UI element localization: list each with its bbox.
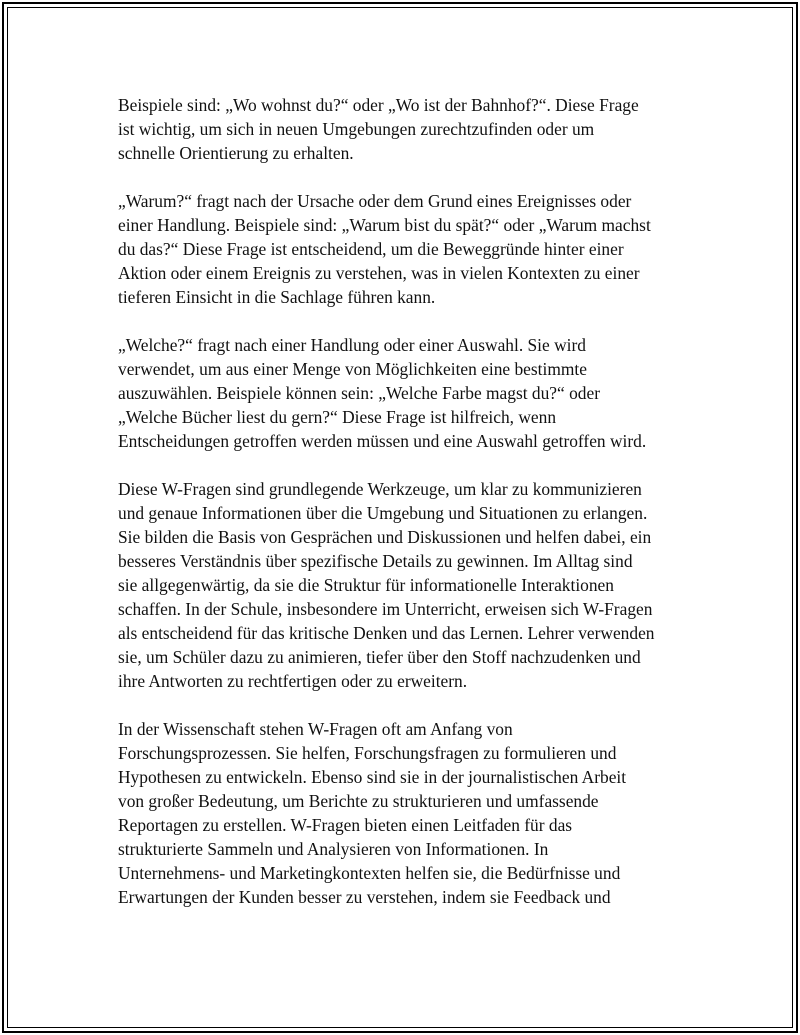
paragraph-wo-examples (118, 93, 708, 165)
text-line: schnelle Orientierung zu erhalten. (118, 143, 354, 163)
text-line: du das?“ Diese Frage ist entscheidend, um die Beweggründe hinter einer (118, 239, 624, 259)
text-line: sie, um Schüler dazu zu animieren, tiefer über den Stoff nachzudenken und (118, 647, 641, 667)
text-line: tieferen Einsicht in die Sachlage führen kann. (118, 287, 436, 307)
text-line: sie allgegenwärtig, da sie die Struktur für informationelle Interaktionen (118, 575, 614, 595)
text-line: Hypothesen zu entwickeln. Ebenso sind sie in der journalistischen Arbeit (118, 767, 627, 787)
text-line: verwendet, um aus einer Menge von Möglichkeiten eine bestimmte (118, 359, 587, 379)
paragraph-welche (118, 333, 708, 453)
text-line: „Warum?“ fragt nach der Ursache oder dem Grund eines Ereignisses oder (118, 191, 632, 211)
text-line: und genaue Informationen über die Umgebung und Situationen zu erlangen. (118, 503, 648, 523)
text-line: einer Handlung. Beispiele sind: „Warum bist du spät?“ oder „Warum machst (118, 215, 651, 235)
text-line: Unternehmens- und Marketingkontexten helfen sie, die Bedürfnisse und (118, 863, 621, 883)
paragraph-warum (118, 189, 708, 309)
paragraph-wissenschaft (118, 717, 708, 909)
document-body (118, 93, 708, 933)
text-line: In der Wissenschaft stehen W-Fragen oft am Anfang von (118, 719, 513, 739)
text-line: ist wichtig, um sich in neuen Umgebungen zurechtzufinden oder um (118, 119, 595, 139)
text-line: Erwartungen der Kunden besser zu verstehen, indem sie Feedback und (118, 887, 611, 907)
paragraph-w-fragen-werkzeuge (118, 477, 708, 693)
text-line: ihre Antworten zu rechtfertigen oder zu erweitern. (118, 671, 468, 691)
text-line: schaffen. In der Schule, insbesondere im Unterricht, erweisen sich W-Fragen (118, 599, 653, 619)
text-line: als entscheidend für das kritische Denken und das Lernen. Lehrer verwenden (118, 623, 655, 643)
text-line: Entscheidungen getroffen werden müssen und eine Auswahl getroffen wird. (118, 431, 647, 451)
text-line: Aktion oder einem Ereignis zu verstehen, was in vielen Kontexten zu einer (118, 263, 640, 283)
text-line: strukturierte Sammeln und Analysieren von Informationen. In (118, 839, 549, 859)
text-line: „Welche Bücher liest du gern?“ Diese Frage ist hilfreich, wenn (118, 407, 557, 427)
text-line: besseres Verständnis über spezifische Details zu gewinnen. Im Alltag sind (118, 551, 633, 571)
text-line: Forschungsprozessen. Sie helfen, Forschungsfragen zu formulieren und (118, 743, 617, 763)
text-line: Beispiele sind: „Wo wohnst du?“ oder „Wo ist der Bahnhof?“. Diese Frage (118, 95, 639, 115)
text-line: Diese W-Fragen sind grundlegende Werkzeuge, um klar zu kommunizieren (118, 479, 642, 499)
text-line: Reportagen zu erstellen. W-Fragen bieten einen Leitfaden für das (118, 815, 573, 835)
text-line: Sie bilden die Basis von Gesprächen und Diskussionen und helfen dabei, ein (118, 527, 652, 547)
text-line: von großer Bedeutung, um Berichte zu strukturieren und umfassende (118, 791, 599, 811)
text-line: „Welche?“ fragt nach einer Handlung oder einer Auswahl. Sie wird (118, 335, 586, 355)
text-line: auszuwählen. Beispiele können sein: „Welche Farbe magst du?“ oder (118, 383, 600, 403)
